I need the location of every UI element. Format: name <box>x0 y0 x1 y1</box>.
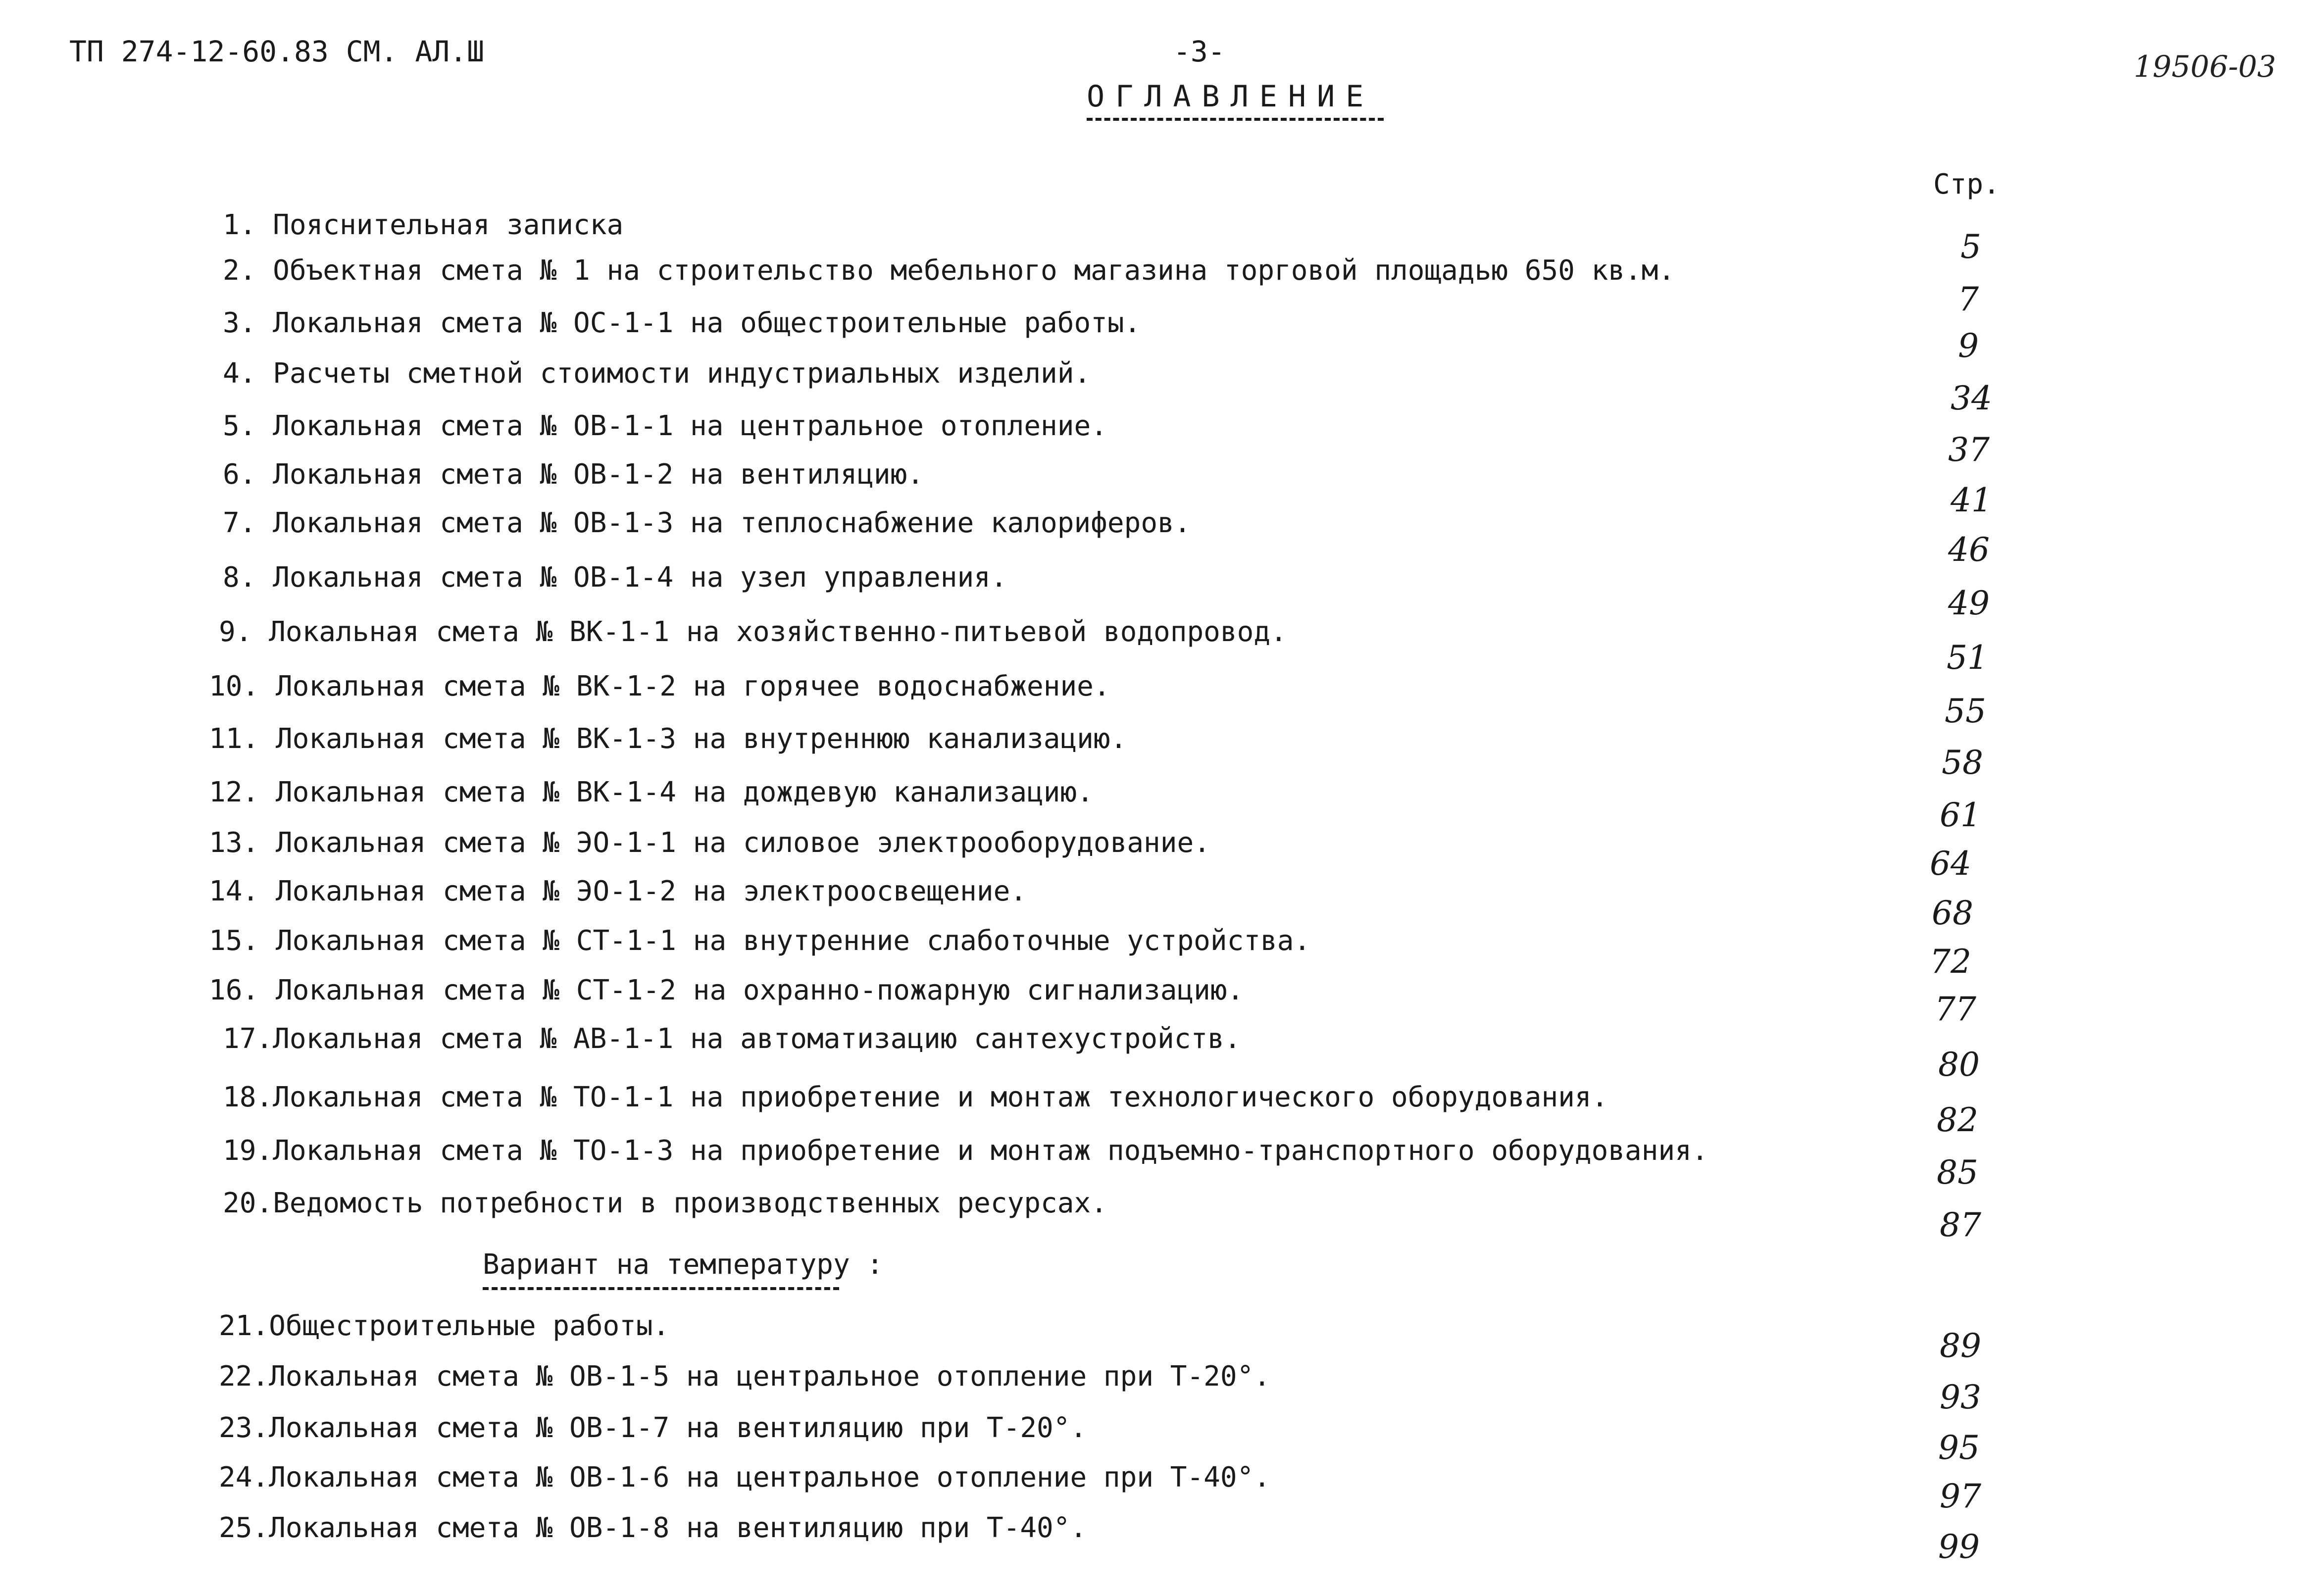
toc-page-number: 87 <box>1940 1206 1981 1244</box>
variant-title: Вариант на температуру : <box>483 1248 884 1281</box>
variant-item: 24.Локальная смета № ОВ-1-6 на центральное отопление при Т-40°. <box>219 1461 1271 1494</box>
toc-item: 15. Локальная смета № СТ-1-1 на внутренние слаботочные устройства. <box>209 925 1311 957</box>
toc-page-number: 49 <box>1948 584 1990 622</box>
toc-item: 12. Локальная смета № ВК-1-4 на дождевую канализацию. <box>209 776 1094 808</box>
toc-item: 14. Локальная смета № ЭО-1-2 на электроосвещение. <box>209 875 1027 907</box>
toc-page-number: 58 <box>1942 744 1983 782</box>
toc-item: 3. Локальная смета № ОС-1-1 на общестроительные работы. <box>223 307 1141 339</box>
toc-page-number: 97 <box>1940 1477 1981 1515</box>
title-underline <box>1087 118 1384 121</box>
toc-item: 5. Локальная смета № ОВ-1-1 на центральное отопление. <box>223 410 1107 442</box>
toc-item: 7. Локальная смета № ОВ-1-3 на теплоснабжение калориферов. <box>223 507 1191 539</box>
variant-underline <box>483 1287 839 1290</box>
page-number: -3- <box>1173 35 1225 68</box>
toc-item: 9. Локальная смета № ВК-1-1 на хозяйственно-питьевой водопровод. <box>219 616 1287 648</box>
toc-page-number: 9 <box>1958 327 1979 365</box>
toc-item: 11. Локальная смета № ВК-1-3 на внутреннюю канализацию. <box>209 723 1127 755</box>
toc-page-number: 99 <box>1938 1528 1980 1566</box>
toc-page-number: 72 <box>1930 943 1971 981</box>
toc-item: 18.Локальная смета № ТО-1-1 на приобретение и монтаж технологического оборудования. <box>223 1081 1608 1113</box>
toc-item: 16. Локальная смета № СТ-1-2 на охранно-пожарную сигнализацию. <box>209 974 1244 1006</box>
toc-page-number: 95 <box>1938 1429 1980 1467</box>
toc-page-number: 61 <box>1940 796 1981 834</box>
toc-page-number: 34 <box>1951 379 1992 417</box>
toc-item: 20.Ведомость потребности в производственных ресурсах. <box>223 1187 1107 1219</box>
toc-page-number: 7 <box>1958 280 1979 318</box>
toc-page-number: 68 <box>1932 894 1973 932</box>
toc-page-number: 41 <box>1951 481 1992 519</box>
toc-item: 17.Локальная смета № АВ-1-1 на автоматизацию сантехустройств. <box>223 1023 1241 1055</box>
toc-page-number: 46 <box>1948 531 1990 569</box>
toc-page-number: 82 <box>1937 1101 1978 1139</box>
toc-page-number: 89 <box>1940 1327 1981 1365</box>
variant-item: 22.Локальная смета № ОВ-1-5 на центральное отопление при Т-20°. <box>219 1360 1271 1393</box>
toc-item: 4. Расчеты сметной стоимости индустриальных изделий. <box>223 357 1091 390</box>
toc-item: 13. Локальная смета № ЭО-1-1 на силовое электрооборудование. <box>209 827 1210 859</box>
toc-page-number: 37 <box>1948 431 1990 469</box>
page-title: ОГЛАВЛЕНИЕ <box>1087 79 1375 114</box>
toc-page-number: 55 <box>1945 692 1986 730</box>
variant-item: 23.Локальная смета № ОВ-1-7 на вентиляцию при Т-20°. <box>219 1412 1087 1444</box>
toc-page-number: 80 <box>1938 1046 1980 1084</box>
toc-page-number: 85 <box>1937 1153 1978 1192</box>
page-column-label: Стр. <box>1933 168 2000 200</box>
variant-item: 25.Локальная смета № ОВ-1-8 на вентиляцию при Т-40°. <box>219 1512 1087 1544</box>
toc-item: 10. Локальная смета № ВК-1-2 на горячее водоснабжение. <box>209 670 1110 702</box>
toc-item: 6. Локальная смета № ОВ-1-2 на вентиляцию. <box>223 458 924 491</box>
toc-page-number: 5 <box>1960 228 1981 266</box>
toc-item: 8. Локальная смета № ОВ-1-4 на узел управления. <box>223 561 1007 594</box>
toc-item: 2. Объектная смета № 1 на строительство мебельного магазина торговой площадью 650 кв.м. <box>223 254 1675 287</box>
toc-item: 19.Локальная смета № ТО-1-3 на приобретение и монтаж подъемно-транспортного оборудования. <box>223 1135 1708 1167</box>
toc-page-number: 77 <box>1935 990 1976 1028</box>
toc-page-number: 64 <box>1930 845 1971 883</box>
toc-item: 1. Пояснительная записка <box>223 209 624 241</box>
document-code: ТП 274-12-60.83 СМ. АЛ.Ш <box>69 35 485 68</box>
toc-page-number: 93 <box>1940 1378 1981 1416</box>
handwritten-stamp: 19506-03 <box>2134 50 2276 84</box>
variant-item: 21.Общестроительные работы. <box>219 1310 670 1342</box>
toc-page-number: 51 <box>1947 639 1988 677</box>
